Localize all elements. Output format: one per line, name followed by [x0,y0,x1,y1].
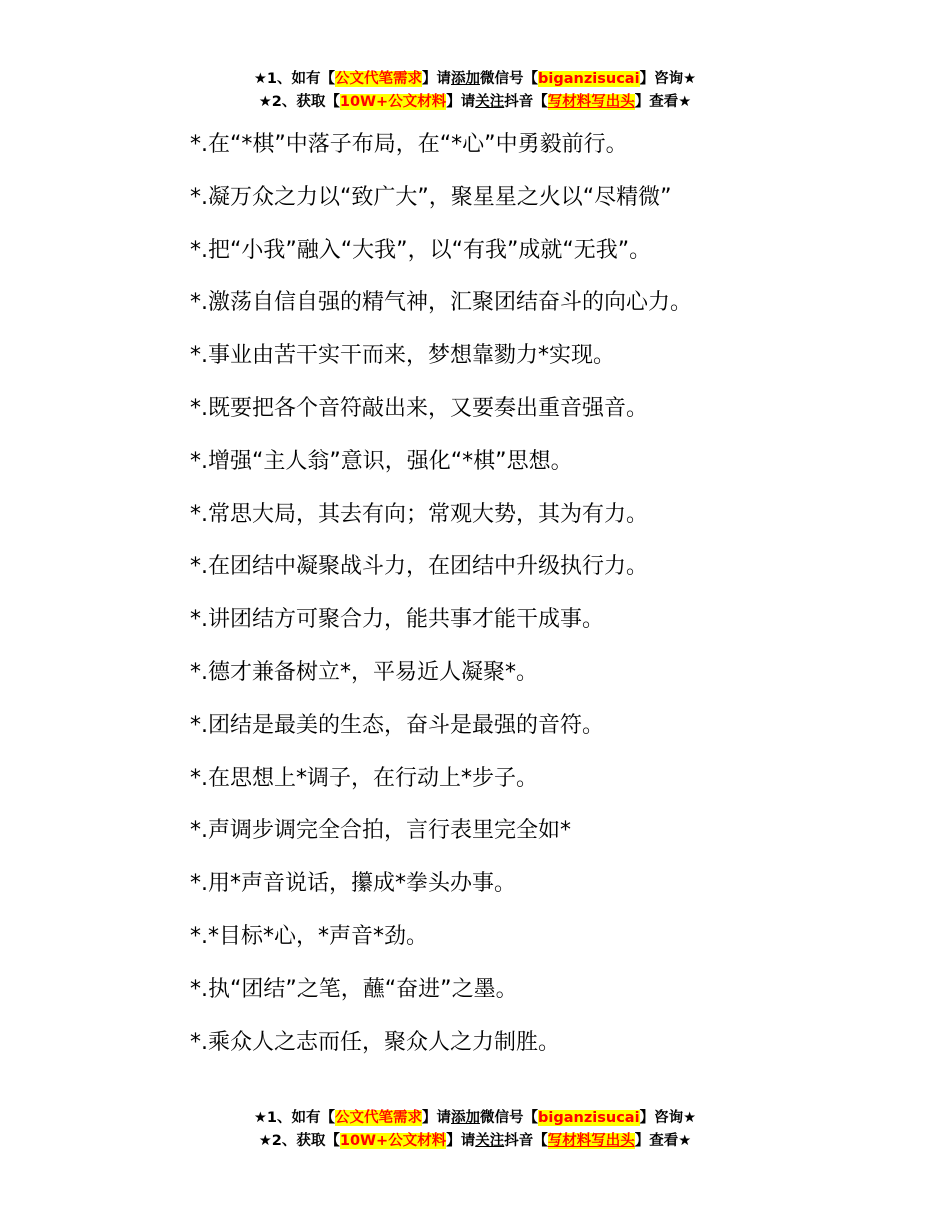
phrase-list [190,119,890,1069]
phrase-line: *.在团结中凝聚战斗力，在团结中升级执行力。 [190,554,648,580]
highlight-wechat-id: biganzisucai [538,1110,640,1126]
phrase-line: *.既要把各个音符敲出来，又要奏出重音强音。 [190,395,648,421]
phrase-line: *.常思大局，其去有向；常观大势，其为有力。 [190,501,648,527]
banner-text: 】请 [422,71,452,87]
banner-text: ★1、如有【 [253,1110,336,1126]
phrase-line: *.声调步调完全合拍，言行表里完全如* [190,818,571,844]
phrase-line: *.事业由苦干实干而来，梦想靠勠力*实现。 [190,343,615,369]
banner-line-2 [0,91,950,114]
banner-text: 】请 [446,1133,476,1149]
header-banner [0,68,950,114]
banner-text: 抖音【 [504,1133,548,1149]
banner-text: 】查看★ [634,1133,692,1149]
banner-line-1 [0,68,950,91]
banner-text: ★2、获取【 [258,94,340,110]
phrase-line: *.*目标*心，*声音*劲。 [190,923,428,949]
banner-text: 】查看★ [634,94,692,110]
banner-text: 】请 [446,94,476,110]
highlight-wechat-id: biganzisucai [538,71,640,87]
banner-text: 】咨询★ [639,71,697,87]
phrase-line: *.凝万众之力以“致广大”，聚星星之火以“尽精微” [190,184,672,210]
phrase-line: *.德才兼备树立*，平易近人凝聚*。 [190,659,538,685]
banner-text: 抖音【 [504,94,548,110]
banner-text: 微信号【 [480,1110,539,1126]
banner-line-1 [0,1107,950,1130]
highlight-douyin: 写材料写出头 [547,94,635,110]
phrase-line: *.乘众人之志而任，聚众人之力制胜。 [190,1029,560,1055]
highlight-service: 公文代笔需求 [335,71,423,87]
banner-text: ★2、获取【 [258,1133,340,1149]
phrase-line: *.激荡自信自强的精气神，汇聚团结奋斗的向心力。 [190,290,692,316]
underlined-text: 关注 [475,1133,505,1149]
banner-text: 微信号【 [480,71,539,87]
underlined-text: 添加 [451,1110,481,1126]
phrase-line: *.增强“主人翁”意识，强化“*棋”思想。 [190,448,573,474]
phrase-line: *.在思想上*调子，在行动上*步子。 [190,765,538,791]
underlined-text: 关注 [475,94,505,110]
banner-text: 】请 [422,1110,452,1126]
phrase-line: *.执“团结”之笔，蘸“奋进”之墨。 [190,976,518,1002]
phrase-line: *.团结是最美的生态，奋斗是最强的音符。 [190,712,604,738]
banner-text: 】咨询★ [639,1110,697,1126]
highlight-douyin: 写材料写出头 [547,1133,635,1149]
highlight-materials: 10W+公文材料 [339,1133,447,1149]
footer-banner [0,1107,950,1153]
phrase-line: *.用*声音说话，攥成*拳头办事。 [190,871,516,897]
phrase-line: *.把“小我”融入“大我”，以“有我”成就“无我”。 [190,237,652,263]
phrase-line: *.在“*棋”中落子布局，在“*心”中勇毅前行。 [190,132,628,157]
highlight-service: 公文代笔需求 [335,1110,423,1126]
banner-line-2 [0,1130,950,1153]
highlight-materials: 10W+公文材料 [339,94,447,110]
underlined-text: 添加 [451,71,481,87]
banner-text: ★1、如有【 [253,71,336,87]
phrase-line: *.讲团结方可聚合力，能共事才能干成事。 [190,607,604,633]
